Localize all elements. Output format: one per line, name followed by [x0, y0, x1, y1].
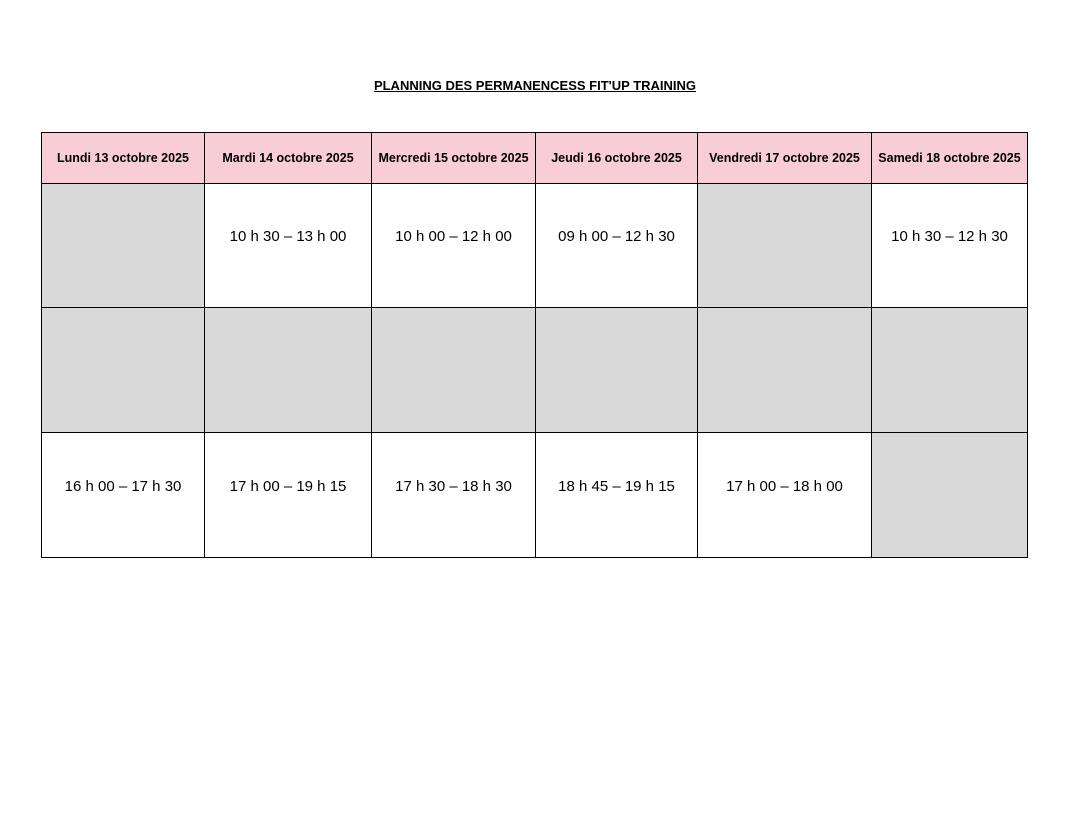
day-header-thursday: Jeudi 16 octobre 2025: [536, 133, 698, 184]
header-row: [42, 133, 1028, 184]
day-header-wednesday: Mercredi 15 octobre 2025: [372, 133, 536, 184]
slot-cell: 16 h 00 – 17 h 30: [42, 433, 205, 558]
schedule-table: [41, 132, 1028, 558]
slot-cell: 10 h 30 – 12 h 30: [872, 184, 1028, 308]
slot-cell: [872, 308, 1028, 433]
day-header-friday: Vendredi 17 octobre 2025: [698, 133, 872, 184]
slot-cell: 17 h 30 – 18 h 30: [372, 433, 536, 558]
slot-cell: [698, 184, 872, 308]
slot-cell: 09 h 00 – 12 h 30: [536, 184, 698, 308]
slot-cell: [42, 308, 205, 433]
page-title: PLANNING DES PERMANENCESS FIT'UP TRAINING: [373, 78, 697, 93]
slot-cell: [872, 433, 1028, 558]
slot-cell: [536, 308, 698, 433]
slot-cell: 18 h 45 – 19 h 15: [536, 433, 698, 558]
slot-cell: [698, 308, 872, 433]
slot-cell: 10 h 00 – 12 h 00: [372, 184, 536, 308]
day-header-tuesday: Mardi 14 octobre 2025: [205, 133, 372, 184]
day-header-saturday: Samedi 18 octobre 2025: [872, 133, 1028, 184]
morning-row: [42, 184, 1028, 308]
slot-cell: [372, 308, 536, 433]
slot-cell: [205, 308, 372, 433]
slot-cell: 10 h 30 – 13 h 00: [205, 184, 372, 308]
day-header-monday: Lundi 13 octobre 2025: [42, 133, 205, 184]
evening-row: [42, 433, 1028, 558]
slot-cell: 17 h 00 – 19 h 15: [205, 433, 372, 558]
slot-cell: [42, 184, 205, 308]
slot-cell: 17 h 00 – 18 h 00: [698, 433, 872, 558]
midday-row: [42, 308, 1028, 433]
